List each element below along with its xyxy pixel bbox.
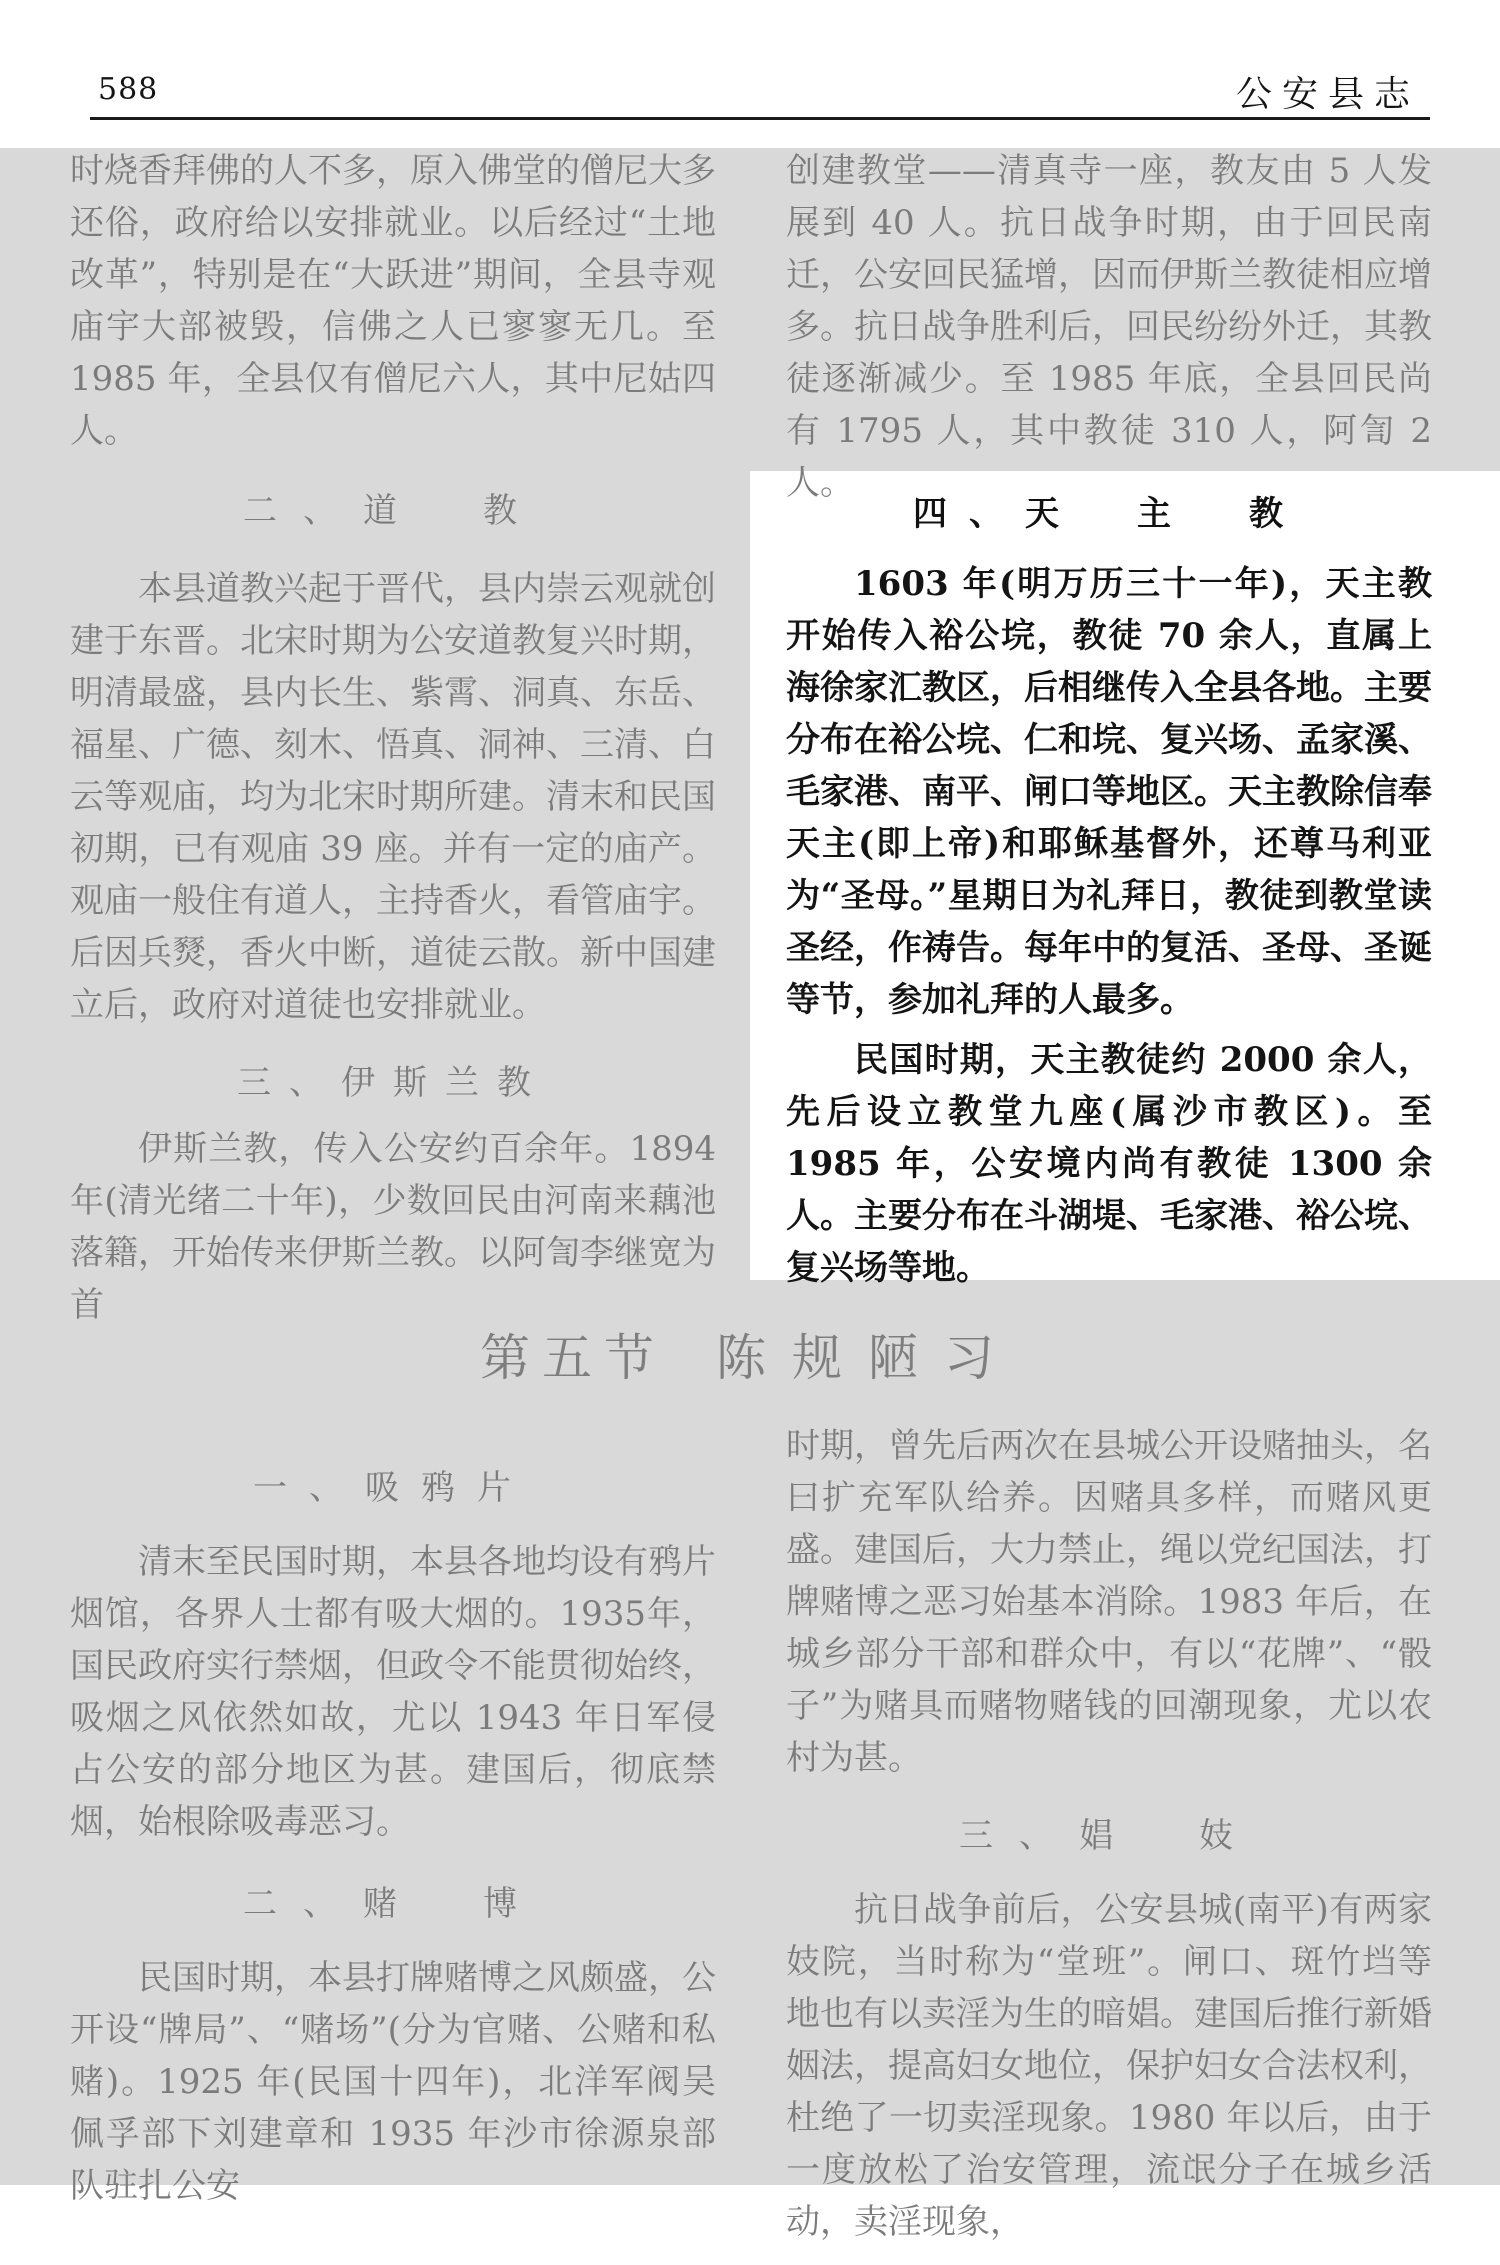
page-header [90, 58, 1430, 120]
opium-paragraph: 清末至民国时期，本县各地均设有鸦片烟馆，各界人士都有吸大烟的。1935年，国民政府实行禁烟，但政令不能贯彻始终，吸烟之风依然如故，尤以 1943 年日军侵占公安的部分地区为甚。建国后，彻底禁烟，始根除吸毒恶习。 [70, 1542, 716, 1842]
page-number: 588 [98, 72, 159, 107]
column-bottom-left [70, 1462, 716, 2212]
heading-opium: 一、吸鸦片 [253, 1468, 533, 1508]
column-top-right [786, 145, 1432, 509]
section-title-name: 陈规陋习 [716, 1329, 1020, 1387]
islam-paragraph: 伊斯兰教，传入公安约百余年。1894 年(清光绪二十年)，少数回民由河南来藕池落籍，开始传来伊斯兰教。以阿訇李继宽为首 [70, 1129, 716, 1325]
header-rule [90, 117, 1430, 120]
section-title-number: 第五节 [480, 1329, 666, 1387]
catholicism-paragraph-2: 民国时期，天主教徒约 2000 余人，先后设立教堂九座(属沙市教区)。至 1985 年，公安境内尚有教徒 1300 余人。主要分布在斗湖堤、毛家港、裕公垸、复兴场等地。 [786, 1040, 1432, 1288]
gambling-continued-paragraph: 时期，曾先后两次在县城公开设赌抽头，名曰扩充军队给养。因赌具多样，而赌风更盛。建国后，大力禁止，绳以党纪国法，打牌赌博之恶习始基本消除。1983 年后，在城乡部分干部和群众中，有以“花牌”、“骰子”为赌具而赌物赌钱的回潮现象，尤以农村为甚。 [786, 1426, 1432, 1778]
taoism-paragraph: 本县道教兴起于晋代，县内崇云观就创建于东晋。北宋时期为公安道教复兴时期，明清最盛，县内长生、紫霄、洞真、东岳、福星、广德、刻木、悟真、洞神、三清、白云等观庙，均为北宋时期所建。清末和民国初期，已有观庙 39 座。并有一定的庙产。观庙一般住有道人，主持香火，看管庙宇。后因兵燹，香火中断，道徒云散。新中国建立后，政府对道徒也安排就业。 [70, 569, 716, 1025]
heading-prostitution: 三、娼 妓 [959, 1816, 1259, 1856]
heading-gambling: 二、赌 博 [243, 1884, 543, 1924]
column-bottom-right [786, 1420, 1432, 2248]
column-catholicism [786, 488, 1432, 1294]
islam-continued-paragraph: 创建教堂——清真寺一座，教友由 5 人发展到 40 人。抗日战争时期，由于回民南迁，公安回民猛增，因而伊斯兰教徒相应增多。抗日战争胜利后，回民纷纷外迁，其教徒逐渐减少。至 1985 年底，全县回民尚有 1795 人，其中教徒 310 人，阿訇 2 人。 [786, 151, 1432, 503]
buddhism-continued-paragraph: 时烧香拜佛的人不多，原入佛堂的僧尼大多还俗，政府给以安排就业。以后经过“土地改革”，特别是在“大跃进”期间，全县寺观庙宇大部被毁，信佛之人已寥寥无几。至 1985 年，全县仅有僧尼六人，其中尼姑四人。 [70, 151, 716, 451]
gambling-paragraph: 民国时期，本县打牌赌博之风颇盛，公开设“牌局”、“赌场”(分为官赌、公赌和私赌)。1925 年(民国十四年)，北洋军阀吴佩孚部下刘建章和 1935 年沙市徐源泉部队驻扎公安 [70, 1958, 716, 2206]
column-top-left [70, 145, 716, 1331]
heading-taoism: 二、道 教 [243, 491, 543, 531]
heading-islam: 三、伊斯兰教 [237, 1063, 549, 1103]
catholicism-paragraph-1: 1603 年(明万历三十一年)，天主教开始传入裕公垸，教徒 70 余人，直属上海徐家汇教区，后相继传入全县各地。主要分布在裕公垸、仁和垸、复兴场、孟家溪、毛家港、南平、闸口等地区。天主教除信奉天主(即上帝)和耶稣基督外，还尊马利亚为“圣母。”星期日为礼拜日，教徒到教堂读圣经，作祷告。每年中的复活、圣母、圣诞等节，参加礼拜的人最多。 [786, 564, 1432, 1020]
section-title [0, 1318, 1500, 1390]
book-title: 公安县志 [1235, 74, 1420, 115]
heading-catholicism: 四、天 主 教 [913, 494, 1305, 534]
prostitution-paragraph: 抗日战争前后，公安县城(南平)有两家妓院，当时称为“堂班”。闸口、斑竹垱等地也有以卖淫为生的暗娼。建国后推行新婚姻法，提高妇女地位，保护妇女合法权利，杜绝了一切卖淫现象。1980 年以后，由于一度放松了治安管理，流氓分子在城乡活动，卖淫现象， [786, 1890, 1432, 2242]
